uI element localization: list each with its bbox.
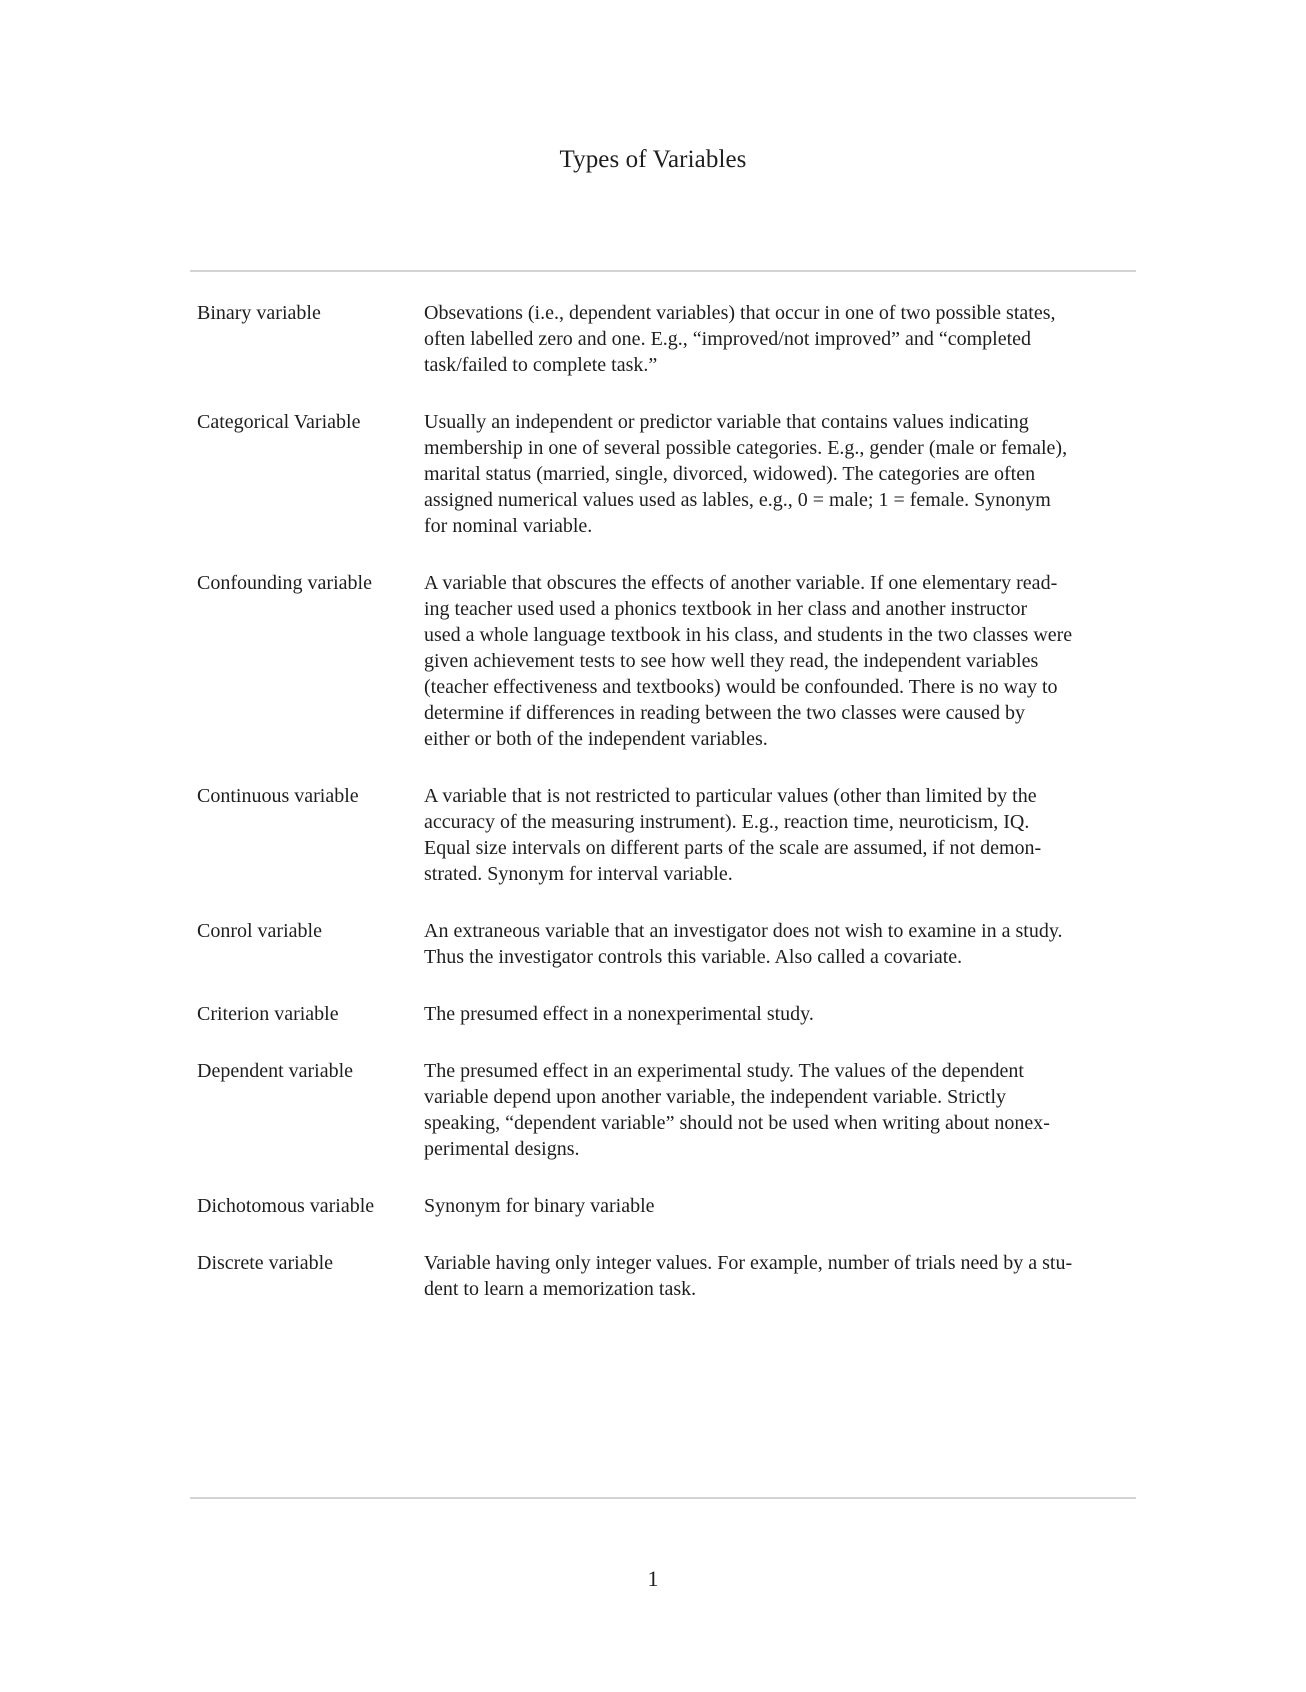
glossary-definition bbox=[424, 1001, 1117, 1027]
definition-line: often labelled zero and one. E.g., “improved/not improved” and “completed bbox=[424, 328, 1032, 350]
glossary-definition bbox=[424, 1058, 1117, 1162]
glossary-term: Discrete variable bbox=[197, 1252, 334, 1274]
definition-line: The presumed effect in an experimental study. The values of the dependent bbox=[424, 1060, 1024, 1082]
definition-line: task/failed to complete task.” bbox=[424, 354, 658, 376]
page-number: 1 bbox=[647, 1566, 659, 1591]
glossary-term: Confounding variable bbox=[197, 572, 372, 594]
glossary-entry bbox=[197, 1250, 1117, 1302]
definition-line: A variable that obscures the effects of another variable. If one elementary read- bbox=[424, 572, 1058, 594]
top-divider bbox=[190, 270, 1136, 272]
glossary-term: Continuous variable bbox=[197, 785, 359, 807]
glossary-definition bbox=[424, 1250, 1117, 1302]
glossary-term: Categorical Variable bbox=[197, 411, 361, 433]
definition-line: An extraneous variable that an investigator does not wish to examine in a study. bbox=[424, 920, 1063, 942]
glossary-term: Conrol variable bbox=[197, 920, 322, 942]
glossary-entry bbox=[197, 570, 1117, 752]
glossary-entry bbox=[197, 300, 1117, 378]
glossary-definition bbox=[424, 570, 1117, 752]
definition-line: used a whole language textbook in his class, and students in the two classes were bbox=[424, 624, 1073, 646]
definition-line: assigned numerical values used as lables, e.g., 0 = male; 1 = female. Synonym bbox=[424, 489, 1051, 511]
glossary-entry bbox=[197, 1193, 1117, 1219]
definition-line: Obsevations (i.e., dependent variables) that occur in one of two possible states, bbox=[424, 302, 1056, 324]
definition-line: marital status (married, single, divorced, widowed). The categories are often bbox=[424, 463, 1036, 485]
glossary-definition bbox=[424, 918, 1117, 970]
definition-line: perimental designs. bbox=[424, 1138, 580, 1160]
definition-line: dent to learn a memorization task. bbox=[424, 1278, 697, 1300]
definition-line: accuracy of the measuring instrument). E.g., reaction time, neuroticism, IQ. bbox=[424, 811, 1030, 833]
definition-line: Variable having only integer values. For example, number of trials need by a stu- bbox=[424, 1252, 1073, 1274]
glossary-entry bbox=[197, 1001, 1117, 1027]
glossary-table bbox=[197, 300, 1117, 1302]
definition-line: (teacher effectiveness and textbooks) would be confounded. There is no way to bbox=[424, 676, 1058, 698]
definition-line: A variable that is not restricted to particular values (other than limited by the bbox=[424, 785, 1037, 807]
definition-line: Equal size intervals on different parts of the scale are assumed, if not demon- bbox=[424, 837, 1042, 859]
glossary-entry bbox=[197, 1058, 1117, 1162]
glossary-definition bbox=[424, 409, 1117, 539]
definition-line: variable depend upon another variable, the independent variable. Strictly bbox=[424, 1086, 1007, 1108]
glossary-definition bbox=[424, 300, 1117, 378]
definition-line: determine if differences in reading between the two classes were caused by bbox=[424, 702, 1026, 724]
definition-line: given achievement tests to see how well they read, the independent variables bbox=[424, 650, 1039, 672]
page-title: Types of Variables bbox=[559, 146, 747, 173]
definition-line: The presumed effect in a nonexperimental study. bbox=[424, 1003, 814, 1025]
glossary-definition bbox=[424, 783, 1117, 887]
glossary-term: Dependent variable bbox=[197, 1060, 354, 1082]
definition-line: Thus the investigator controls this variable. Also called a covariate. bbox=[424, 946, 963, 968]
definition-line: for nominal variable. bbox=[424, 515, 593, 537]
definition-line: speaking, “dependent variable” should not be used when writing about nonex- bbox=[424, 1112, 1050, 1134]
definition-line: Usually an independent or predictor variable that contains values indicating bbox=[424, 411, 1029, 433]
glossary-entry bbox=[197, 409, 1117, 539]
definition-line: either or both of the independent variables. bbox=[424, 728, 768, 750]
definition-line: membership in one of several possible categories. E.g., gender (male or female), bbox=[424, 437, 1068, 459]
glossary-definition bbox=[424, 1193, 1117, 1219]
glossary-term: Dichotomous variable bbox=[197, 1195, 375, 1217]
definition-line: strated. Synonym for interval variable. bbox=[424, 863, 733, 885]
glossary-entry bbox=[197, 783, 1117, 887]
definition-line: Synonym for binary variable bbox=[424, 1195, 655, 1217]
glossary-term: Binary variable bbox=[197, 302, 321, 324]
bottom-divider bbox=[190, 1497, 1136, 1499]
glossary-term: Criterion variable bbox=[197, 1003, 339, 1025]
definition-line: ing teacher used used a phonics textbook in her class and another instructor bbox=[424, 598, 1028, 620]
glossary-entry bbox=[197, 918, 1117, 970]
